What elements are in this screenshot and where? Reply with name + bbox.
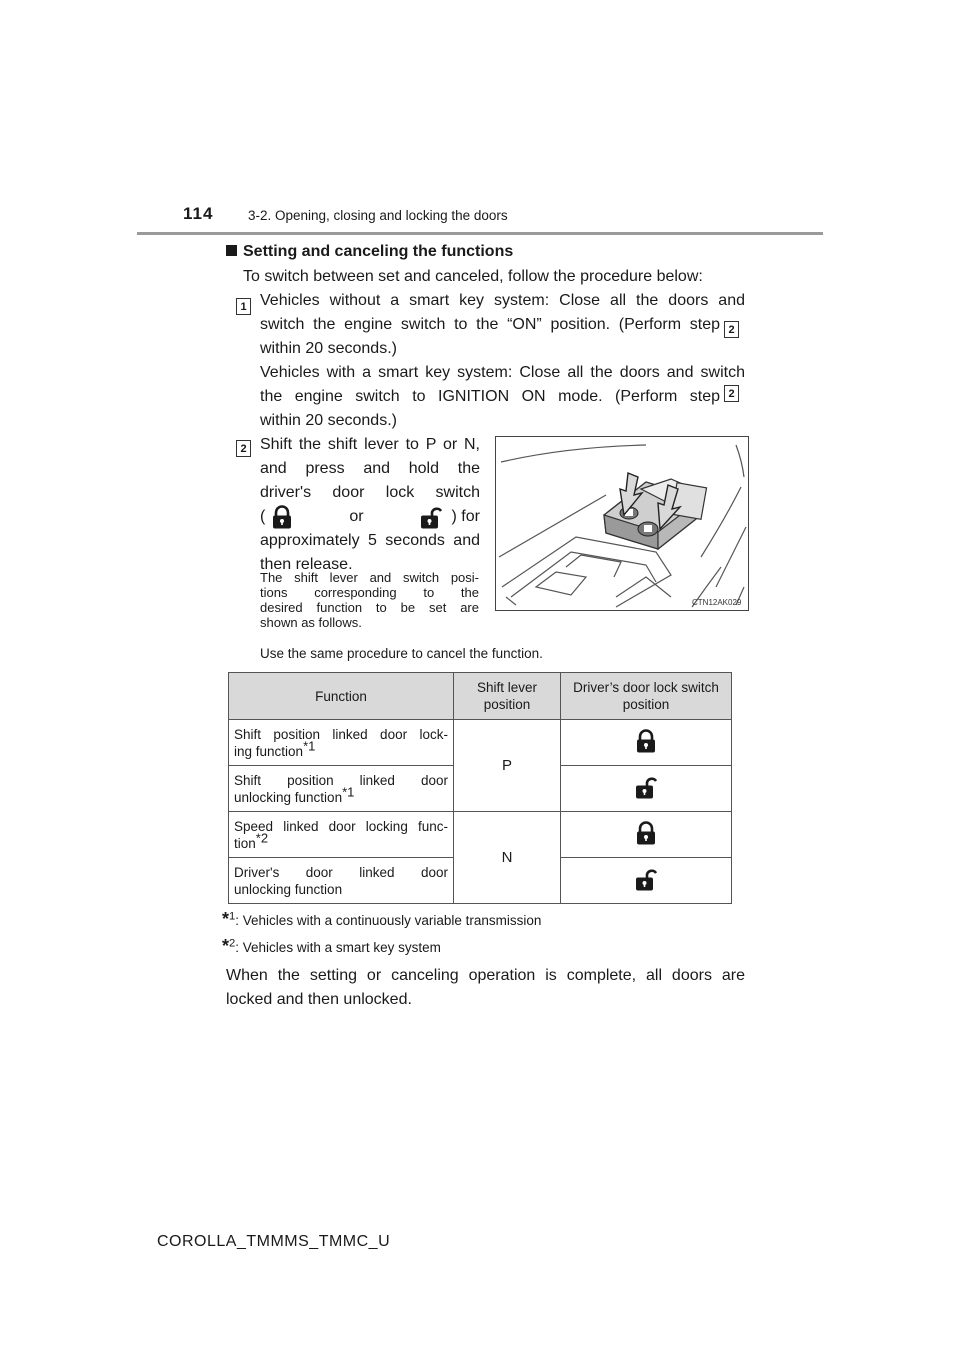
shift-cell: P <box>454 720 561 812</box>
footnote-marker: *1 <box>342 784 355 799</box>
intro-text: To switch between set and canceled, follow the procedure below: <box>243 268 703 285</box>
function-cell: Shift position linked door unlocking function$^{*1}$ <box>229 766 454 812</box>
image-code: CTN12AK029 <box>692 598 742 607</box>
footer-code: COROLLA_TMMMS_TMMC_U <box>157 1233 391 1250</box>
step1-line: Vehicles with a smart key system: Close all the doors and switch <box>260 364 745 381</box>
bullet-square-icon <box>226 245 237 256</box>
table-row <box>229 720 732 766</box>
footnote: *$^1$: Vehicles with a continuously variable transmission <box>222 909 542 929</box>
table-header: Driver’s door lock switch position <box>561 673 732 720</box>
lock-icon <box>635 820 657 846</box>
step2-line: driver's door lock switch <box>260 484 480 501</box>
step-badge-1: 1 <box>236 298 251 315</box>
note-line: shown as follows. <box>260 615 362 630</box>
step2-icon-line: ( or ) for <box>260 505 480 529</box>
unlock-icon <box>635 774 657 800</box>
unlock-icon <box>635 866 657 892</box>
step-badge-2: 2 <box>236 440 251 457</box>
step1-line: within 20 seconds.) <box>260 412 397 429</box>
step2-line: and press and hold the <box>260 460 480 477</box>
lock-icon <box>271 505 293 529</box>
footnote: *$^2$: Vehicles with a smart key system <box>222 936 441 956</box>
page-number: 114 <box>183 204 214 223</box>
header-rule <box>137 232 823 235</box>
step-ref-badge: 2 <box>724 321 739 338</box>
function-cell: Shift position linked door lock- ing function$^{*1}$ <box>229 720 454 766</box>
door-switch-drawing <box>496 437 748 610</box>
step1-line: switch the engine switch to the “ON” position. (Perform step <box>260 316 720 333</box>
door-switch-illustration <box>495 436 749 611</box>
table-row <box>229 812 732 858</box>
section-title: 3-2. Opening, closing and locking the doors <box>248 208 508 223</box>
step-ref-badge: 2 <box>724 385 739 402</box>
footnote-marker: *1 <box>303 738 316 753</box>
step2-line: then release. <box>260 556 353 573</box>
step1-line: within 20 seconds.) <box>260 340 397 357</box>
lock-icon <box>635 728 657 754</box>
table-header: Function <box>229 673 454 720</box>
step1-line: the engine switch to IGNITION ON mode. (Perform step <box>260 388 720 405</box>
footnote-marker: *2 <box>255 830 269 845</box>
note-line: desired function to be set are <box>260 600 479 615</box>
unlock-icon <box>420 505 442 529</box>
subsection-heading: Setting and canceling the functions <box>226 243 513 261</box>
step2-line: Shift the shift lever to P or N, <box>260 436 480 453</box>
note-line: tions corresponding to the <box>260 585 479 600</box>
function-cell: Speed linked door locking func- tion$^{*2}$ <box>229 812 454 858</box>
function-table <box>228 672 732 904</box>
step2-line: approximately 5 seconds and <box>260 532 480 549</box>
step1-line: Vehicles without a smart key system: Close all the doors and <box>260 292 745 309</box>
function-cell: Driver's door linked door unlocking function <box>229 858 454 904</box>
note-cancel: Use the same procedure to cancel the function. <box>260 646 543 661</box>
closing-line: When the setting or canceling operation is complete, all doors are <box>226 967 745 984</box>
shift-cell: N <box>454 812 561 904</box>
closing-line: locked and then unlocked. <box>226 991 412 1008</box>
table-header: Shift lever position <box>454 673 561 720</box>
note-line: The shift lever and switch posi- <box>260 570 479 585</box>
